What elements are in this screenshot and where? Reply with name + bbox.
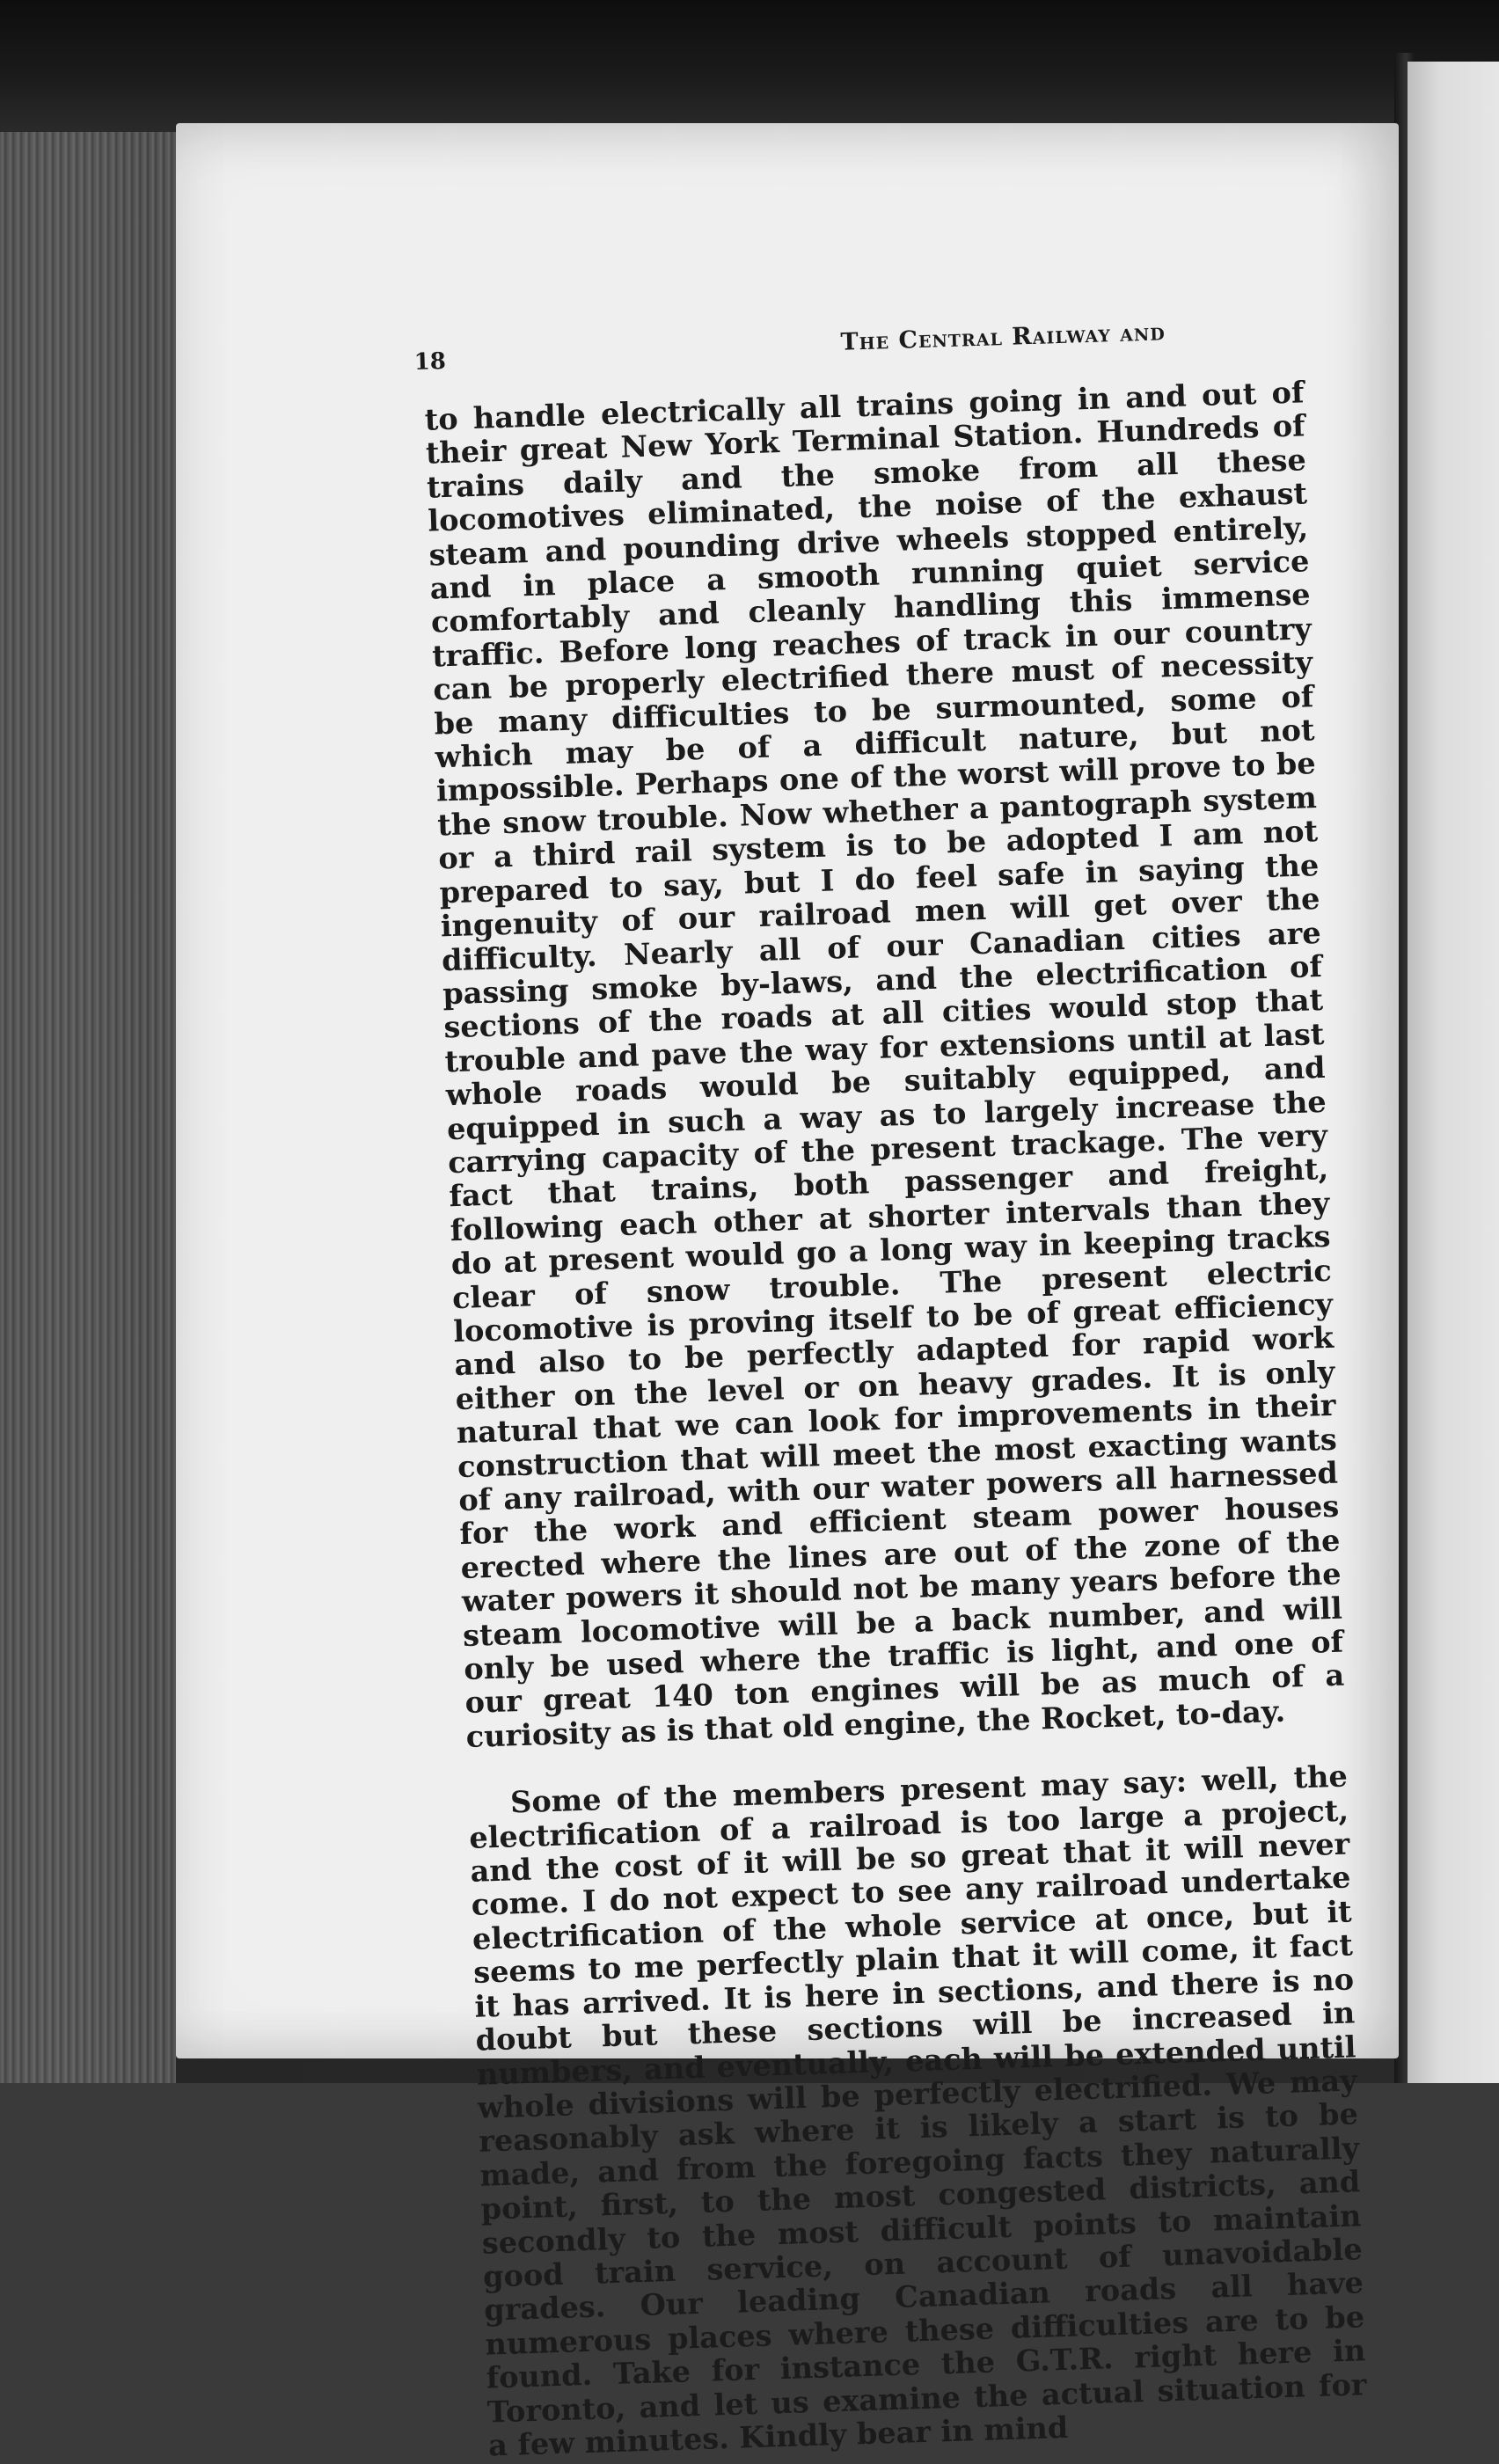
book-page-edges [0,132,176,2083]
running-head-title: The Central Railway and [840,318,1166,356]
body-text [424,376,1368,2463]
paragraph-1: to handle electrically all trains going in and out of their great New York Terminal Station. Hundreds of trains daily and the smoke from all these locomotives eliminated, the noise of the exhaust steam and pounding drive wheels stopped entirely, and in place a smooth running quiet service comfortably and cleanly handling this immense traffic. Before long reaches of track in our country can be properly electrified there must of necessity be many difficulties to be surmounted, some of which may be of a difficult nature, but not impossible. Perhaps one of the worst will prove to be the snow trouble. Now whether a pantograph system or a third rail system is to be adopted I am not prepared to say, but I do feel safe in saying the ingenuity of our railroad men will get over the difficulty. Nearly all of our Canadian cities are passing smoke by-laws, and the electrification of sections of the roads at all cities would stop that trouble and pave the way for extensions until at last whole roads would be suitably equipped, and equipped in such a way as to largely increase the carrying capacity of the present trackage. The very fact that trains, both passenger and freight, following each other at shorter intervals than they do at present would go a long way in keeping tracks clear of snow trouble. The present electric locomotive is proving itself to be of great efficiency and also to be perfectly adapted for rapid work either on the level or on heavy grades. It is only natural that we can look for improvements in their construction that will meet the most exacting wants of any railroad, with our water powers all harnessed for the work and efficient steam power houses erected where the lines are out of the zone of the water powers it should not be many years before the steam locomotive will be a back number, and will only be used where the traffic is light, and one of our great 140 ton engines will be as much of a curiosity as is that old engine, the Rocket, to-day. [424,375,1345,1754]
book-page [176,123,1399,2463]
page-content [387,310,1499,2464]
top-dark-band [0,0,1499,132]
paragraph-2: Some of the members present may say: well, the electrification of a railroad is too large a project, and the cost of it will be so great that it will never come. I do not expect to see any railroad undertake electrification of the whole service at once, but it seems to me perfectly plain that it will come, it fact it has arrived. It is here in sections, and there is no doubt but these sections will be increased in numbers, and eventually, each will be extended until whole divisions will be perfectly electrified. We may reasonably ask where it is likely a start is to be made, and from the foregoing facts they naturally point, first, to the most congested districts, and secondly to the most difficult points to maintain good train service, on account of unavoidable grades. Our leading Canadian roads all have numerous places where these difficulties are to be found. Take for instance the G.T.R. right here in Toronto, and let us examine the actual situation for a few minutes. Kindly bear in mind [468,1758,1368,2463]
page-number: 18 [413,347,447,377]
